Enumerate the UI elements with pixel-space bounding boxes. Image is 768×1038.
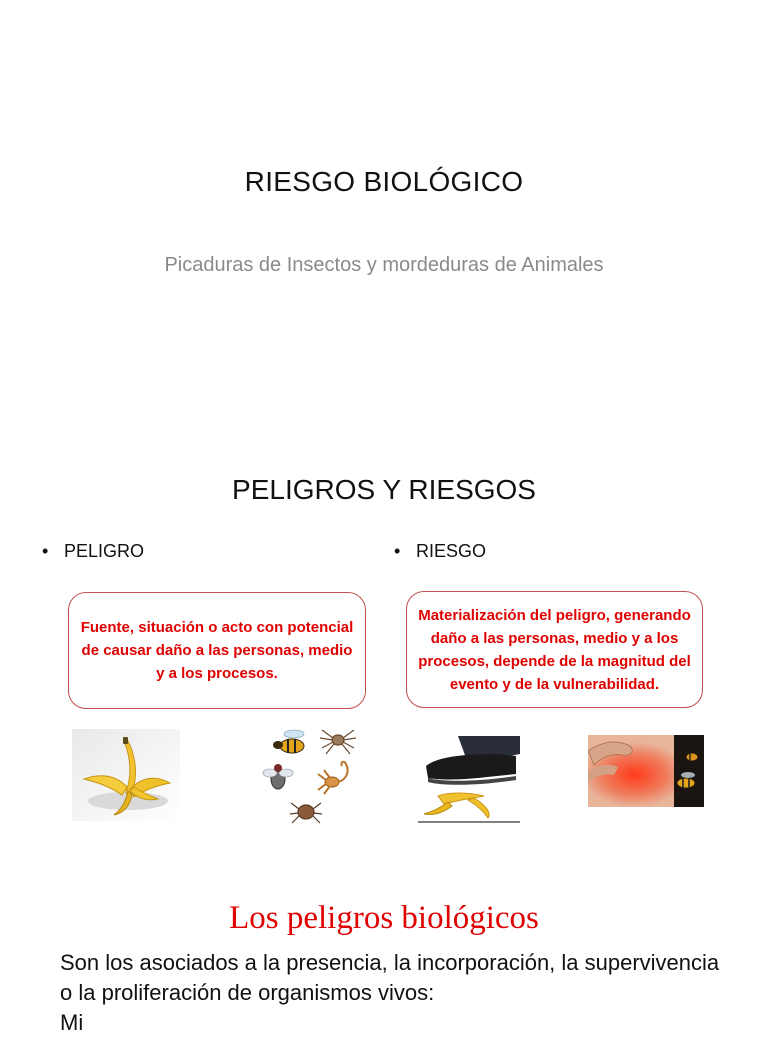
bullet-dot: • bbox=[394, 541, 401, 561]
slide-biological-next-line: Mi bbox=[60, 1010, 84, 1035]
bullet-dot: • bbox=[42, 541, 49, 561]
banana-peel-image bbox=[72, 729, 180, 821]
bullet-riesgo bbox=[394, 541, 486, 562]
slide-title bbox=[0, 0, 768, 440]
insect-sting-image bbox=[588, 735, 704, 807]
riesgo-definition-text: Materialización del peligro, generando daño a las personas, medio y a los procesos, depende de la magnitud del evento y de la vulnerabilidad. bbox=[418, 606, 691, 693]
slide-title-heading: RIESGO BIOLÓGICO bbox=[244, 166, 524, 197]
insects-image bbox=[262, 724, 362, 826]
slide-biological-hazards bbox=[0, 880, 768, 1035]
slide-biological-heading: Los peligros biológicos bbox=[229, 900, 539, 936]
bullet-peligro bbox=[42, 541, 144, 562]
riesgo-definition-box bbox=[406, 591, 703, 708]
bullet-riesgo-label: RIESGO bbox=[416, 541, 487, 561]
peligro-definition-box bbox=[68, 592, 366, 709]
slide-hazards-heading: PELIGROS Y RIESGOS bbox=[232, 474, 536, 505]
slide-hazards-risks bbox=[0, 440, 768, 880]
bullet-peligro-label: PELIGRO bbox=[64, 541, 145, 561]
slipping-foot-image bbox=[418, 736, 520, 824]
slide-biological-body: Son los asociados a la presencia, la incorporación, la supervivencia o la proliferación de organismos vivos: bbox=[60, 950, 720, 1005]
slide-title-subtitle: Picaduras de Insectos y mordeduras de Animales bbox=[164, 254, 604, 276]
peligro-definition-text: Fuente, situación o acto con potencial de causar daño a las personas, medio y a los procesos. bbox=[80, 619, 354, 682]
